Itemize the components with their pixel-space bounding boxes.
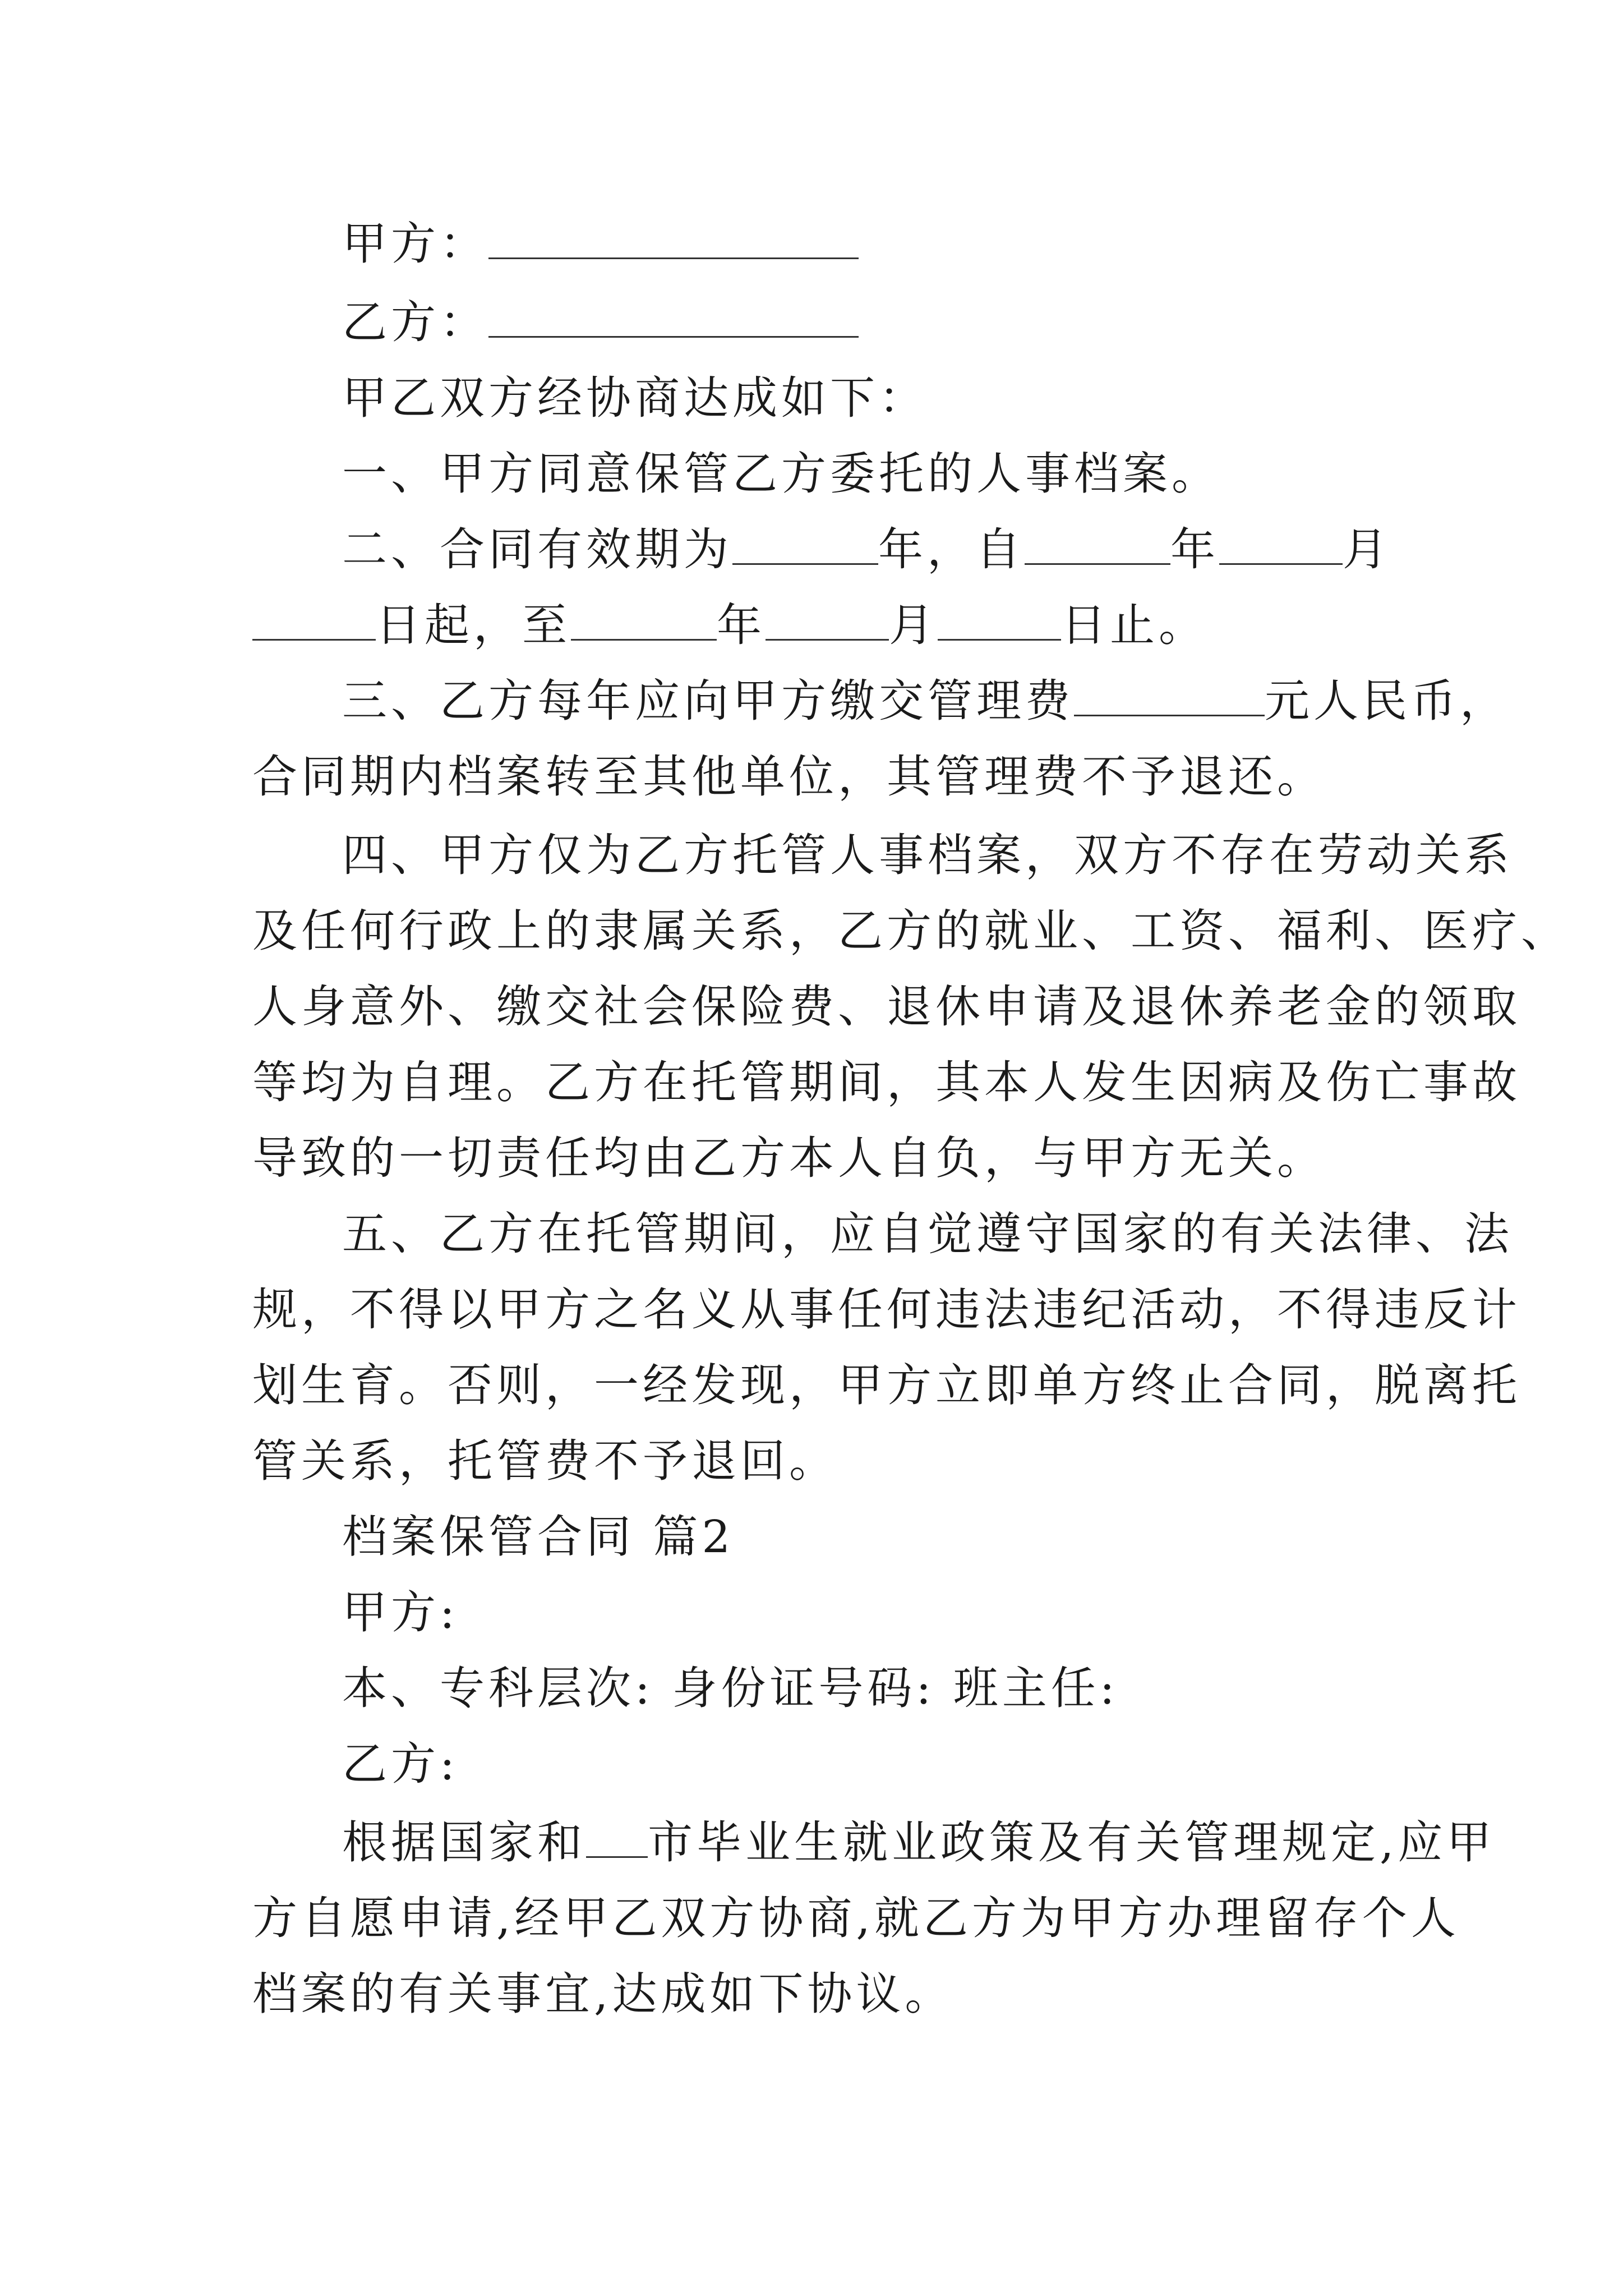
clause-5-line-3: 划生育。否则，一经发现，甲方立即单方终止合同，脱离托 — [252, 1359, 1521, 1411]
clause-4-line-3: 人身意外、缴交社会保险费、退休申请及退休养老金的领取 — [252, 981, 1521, 1033]
intro-line: 甲乙双方经协商达成如下： — [342, 372, 928, 424]
section-2-para-line-1: 根据国家和 市毕业生就业政策及有关管理规定,应甲 — [342, 1816, 1496, 1869]
end-month-blank — [766, 603, 889, 641]
end-year-blank — [571, 603, 717, 641]
party-a-line: 甲方： — [342, 216, 1481, 272]
clause-4-line-4: 等均为自理。乙方在托管期间，其本人发生因病及伤亡事故 — [252, 1056, 1521, 1108]
party-b-line: 乙方： — [342, 295, 1481, 351]
section-2-party-a: 甲方: — [342, 1586, 459, 1639]
start-day-blank — [252, 603, 376, 641]
clause-3-line-2: 合同期内档案转至其他单位，其管理费不予退还。 — [252, 751, 1326, 803]
party-b-blank — [488, 300, 859, 338]
clause-4-line-1: 四、甲方仅为乙方托管人事档案，双方不存在劳动关系 — [342, 829, 1513, 881]
start-year-blank — [1025, 527, 1170, 565]
end-day-blank — [938, 603, 1061, 641]
clause-5-line-4: 管关系，托管费不予退回。 — [252, 1435, 838, 1487]
section-2-student-info: 本、专科层次: 身份证号码: 班主任: — [342, 1662, 1119, 1714]
city-blank — [586, 1820, 648, 1858]
section-2-title: 档案保管合同 篇2 — [342, 1511, 735, 1563]
clause-1: 一、甲方同意保管乙方委托的人事档案。 — [342, 448, 1220, 500]
clause-3-line-1: 三、乙方每年应向甲方缴交管理费 元人民币， — [342, 675, 1509, 727]
clause-4-line-5: 导致的一切责任均由乙方本人自负，与甲方无关。 — [252, 1132, 1326, 1184]
clause-4-line-2: 及任何行政上的隶属关系，乙方的就业、工资、福利、医疗、 — [252, 905, 1570, 957]
clause-5-line-1: 五、乙方在托管期间，应自觉遵守国家的有关法律、法 — [342, 1208, 1513, 1260]
start-month-blank — [1219, 527, 1343, 565]
term-years-blank — [732, 527, 878, 565]
section-2-para-line-2: 方自愿申请,经甲乙双方协商,就乙方为甲方办理留存个人 — [252, 1892, 1460, 1944]
clause-2-line-2: 日起，至 年 月 日止。 — [252, 597, 1391, 654]
clause-2-line-1: 二、合同有效期为 年，自 年 月 — [342, 523, 1391, 576]
fee-blank — [1074, 679, 1265, 716]
party-a-blank — [488, 222, 859, 259]
section-2-para-line-3: 档案的有关事宜,达成如下协议。 — [252, 1968, 954, 2020]
section-2-party-b: 乙方: — [342, 1738, 459, 1790]
clause-5-line-2: 规，不得以甲方之名义从事任何违法违纪活动，不得违反计 — [252, 1283, 1521, 1336]
